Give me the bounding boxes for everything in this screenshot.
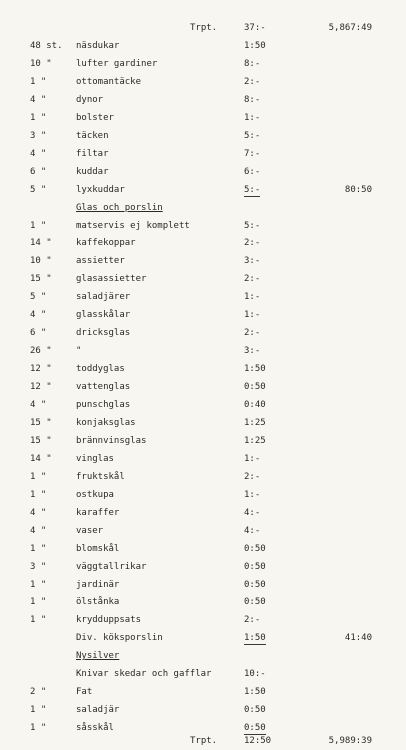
inventory-row <box>0 78 406 90</box>
footer-total: 5,989:39 <box>328 736 372 746</box>
row-item: karaffer <box>76 507 120 518</box>
row-price: 1:- <box>244 112 261 123</box>
row-quantity: 1 " <box>30 489 47 500</box>
header-value: 37:- <box>244 23 266 33</box>
inventory-row <box>0 239 406 251</box>
row-item: näsdukar <box>76 41 120 51</box>
row-item: dricksglas <box>76 328 131 339</box>
row-price: 8:- <box>244 94 261 105</box>
row-item: ölstånka <box>76 597 120 608</box>
footer-label: Trpt. <box>190 736 218 746</box>
inventory-row <box>0 168 406 180</box>
row-price: 1:- <box>244 453 261 464</box>
row-item: lufter gardiner <box>76 59 158 69</box>
row-quantity: 1 " <box>30 220 47 231</box>
inventory-row <box>0 509 406 521</box>
row-quantity: 3 " <box>30 130 47 141</box>
row-quantity: 4 " <box>30 400 47 410</box>
row-price: 1:50 <box>244 364 266 375</box>
row-price: 2:- <box>244 615 261 626</box>
row-item: lyxkuddar <box>76 184 125 195</box>
row-item: Glas och porslin <box>76 202 163 213</box>
inventory-row <box>0 293 406 305</box>
row-quantity: 1 " <box>30 112 47 123</box>
row-quantity: 15 " <box>30 274 52 285</box>
row-price: 10:- <box>244 669 266 680</box>
row-quantity: 1 " <box>30 615 47 626</box>
row-item: såsskål <box>76 723 114 734</box>
row-price: 1:25 <box>244 417 266 428</box>
row-quantity: 4 " <box>30 148 47 159</box>
row-item: vattenglas <box>76 382 131 393</box>
inventory-row <box>0 42 406 54</box>
carried-forward-header <box>0 24 406 36</box>
row-price: 1:25 <box>244 435 266 446</box>
row-quantity: 1 " <box>30 723 47 734</box>
inventory-row <box>0 186 406 198</box>
row-item: vaser <box>76 525 104 536</box>
row-quantity: 1 " <box>30 543 47 554</box>
inventory-row <box>0 60 406 72</box>
inventory-row <box>0 473 406 485</box>
row-quantity: 26 " <box>30 346 52 357</box>
row-price: 1:- <box>244 310 261 321</box>
row-item: kuddar <box>76 166 109 177</box>
row-price: 7:- <box>244 148 261 159</box>
row-item: toddyglas <box>76 364 125 375</box>
inventory-row <box>0 347 406 359</box>
row-price: 8:- <box>244 59 261 69</box>
row-item: kaffekoppar <box>76 238 136 249</box>
inventory-row <box>0 150 406 162</box>
inventory-row <box>0 527 406 539</box>
row-item: assietter <box>76 256 125 267</box>
row-price: 2:- <box>244 471 261 482</box>
inventory-row <box>0 634 406 646</box>
row-price: 4:- <box>244 525 261 536</box>
inventory-row <box>0 329 406 341</box>
row-quantity: 1 " <box>30 76 47 87</box>
row-total: 80:50 <box>344 184 372 195</box>
inventory-row <box>0 581 406 593</box>
row-price: 1:- <box>244 489 261 500</box>
row-quantity: 15 " <box>30 417 52 428</box>
row-item: krydduppsats <box>76 615 142 626</box>
row-quantity: 5 " <box>30 184 47 195</box>
row-quantity: 14 " <box>30 238 52 249</box>
inventory-row <box>0 563 406 575</box>
inventory-row <box>0 114 406 126</box>
header-label: Trpt. <box>190 23 218 33</box>
row-price: 0:50 <box>244 561 266 572</box>
row-item: Fat <box>76 687 93 698</box>
inventory-row <box>0 616 406 628</box>
row-quantity: 6 " <box>30 166 47 177</box>
inventory-row <box>0 383 406 395</box>
row-quantity: 1 " <box>30 597 47 608</box>
row-item: saladjärer <box>76 292 131 303</box>
row-item: vinglas <box>76 453 114 464</box>
row-quantity: 3 " <box>30 561 47 572</box>
row-price: 5:- <box>244 220 261 231</box>
footer-value: 12:50 <box>244 736 272 746</box>
row-item: brännvinsglas <box>76 435 147 446</box>
header-total: 5,867:49 <box>328 23 372 33</box>
row-price: 2:- <box>244 274 261 285</box>
row-quantity: 10 " <box>30 59 52 69</box>
row-item: Div. köksporslin <box>76 633 163 644</box>
row-quantity: 2 " <box>30 687 47 698</box>
row-price: 0:50 <box>244 543 266 554</box>
inventory-row <box>0 724 406 736</box>
inventory-row <box>0 455 406 467</box>
row-quantity: 15 " <box>30 435 52 446</box>
inventory-row <box>0 437 406 449</box>
row-item: glasskålar <box>76 310 131 321</box>
row-price: 0:40 <box>244 400 266 410</box>
row-item: blomskål <box>76 543 120 554</box>
row-item: filtar <box>76 148 109 159</box>
row-item: dynor <box>76 94 104 105</box>
row-price: 3:- <box>244 256 261 267</box>
row-price: 0:50 <box>244 705 266 716</box>
row-item: bolster <box>76 112 114 123</box>
section-heading-row <box>0 204 406 216</box>
row-quantity: 14 " <box>30 453 52 464</box>
row-price: 2:- <box>244 76 261 87</box>
row-price: 5:- <box>244 184 261 195</box>
row-item: ostkupa <box>76 489 114 500</box>
row-price: 1:50 <box>244 687 266 698</box>
row-quantity: 4 " <box>30 525 47 536</box>
row-item: saladjär <box>76 705 120 716</box>
inventory-row <box>0 96 406 108</box>
row-quantity: 6 " <box>30 328 47 339</box>
row-quantity: 10 " <box>30 256 52 267</box>
inventory-row <box>0 311 406 323</box>
row-price: 2:- <box>244 238 261 249</box>
row-item: glasassietter <box>76 274 147 285</box>
inventory-row <box>0 491 406 503</box>
row-price: 3:- <box>244 346 261 357</box>
row-item: Knivar skedar och gafflar <box>76 669 212 680</box>
row-quantity: 1 " <box>30 705 47 716</box>
inventory-row <box>0 598 406 610</box>
row-price: 0:50 <box>244 723 266 734</box>
row-price: 1:50 <box>244 633 266 644</box>
row-quantity: 5 " <box>30 292 47 303</box>
row-quantity: 4 " <box>30 507 47 518</box>
inventory-row <box>0 706 406 718</box>
row-item: jardinär <box>76 579 120 590</box>
row-quantity: 4 " <box>30 310 47 321</box>
row-quantity: 1 " <box>30 579 47 590</box>
row-item: " <box>76 346 82 357</box>
inventory-row <box>0 365 406 377</box>
row-item: fruktskål <box>76 471 125 482</box>
row-item: väggtallrikar <box>76 561 147 572</box>
inventory-row <box>0 545 406 557</box>
inventory-row <box>0 670 406 682</box>
inventory-row <box>0 419 406 431</box>
row-quantity: 4 " <box>30 94 47 105</box>
row-price: 0:50 <box>244 382 266 393</box>
row-price: 2:- <box>244 328 261 339</box>
row-quantity: 12 " <box>30 364 52 375</box>
row-quantity: 48 st. <box>30 41 63 51</box>
row-price: 4:- <box>244 507 261 518</box>
row-price: 0:50 <box>244 579 266 590</box>
inventory-row <box>0 257 406 269</box>
inventory-row <box>0 222 406 234</box>
row-price: 5:- <box>244 130 261 141</box>
row-total: 41:40 <box>344 633 372 644</box>
row-price: 1:50 <box>244 41 266 51</box>
row-item: ottomantäcke <box>76 76 142 87</box>
carried-forward-footer <box>0 737 406 749</box>
row-item: täcken <box>76 130 109 141</box>
row-item: konjaksglas <box>76 417 136 428</box>
row-quantity: 12 " <box>30 382 52 393</box>
row-quantity: 1 " <box>30 471 47 482</box>
inventory-row <box>0 688 406 700</box>
section-heading-row <box>0 652 406 664</box>
inventory-row <box>0 401 406 413</box>
row-item: punschglas <box>76 400 131 410</box>
row-price: 0:50 <box>244 597 266 608</box>
row-item: matservis ej komplett <box>76 220 190 231</box>
row-price: 1:- <box>244 292 261 303</box>
inventory-row <box>0 275 406 287</box>
row-item: Nysilver <box>76 651 120 662</box>
row-price: 6:- <box>244 166 261 177</box>
inventory-row <box>0 132 406 144</box>
